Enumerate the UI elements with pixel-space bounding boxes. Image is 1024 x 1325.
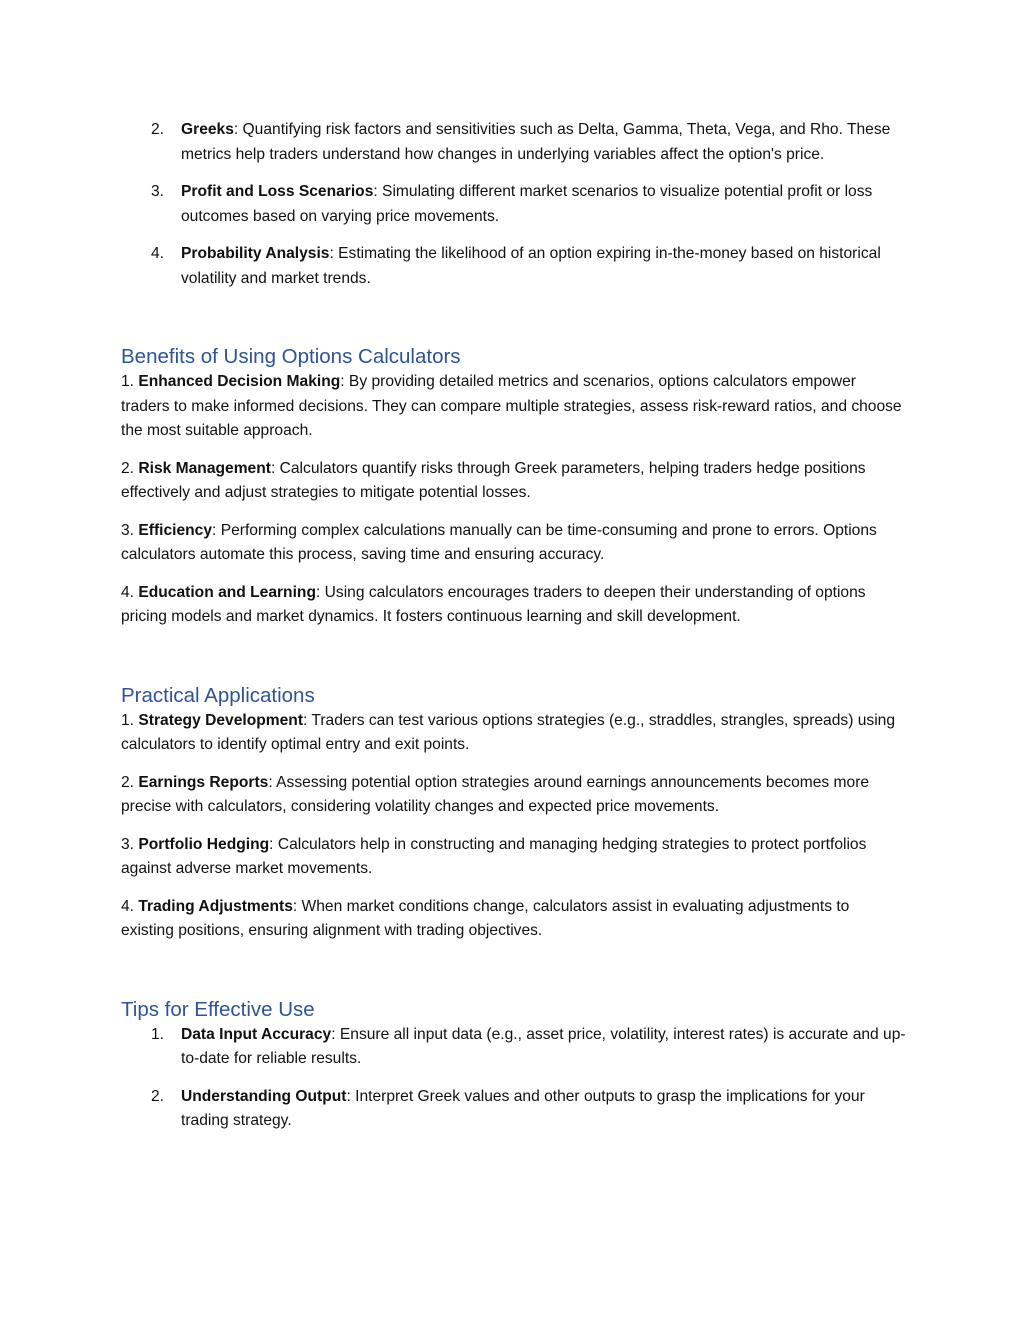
list-number: 2. <box>151 1087 165 1105</box>
list-text: : Ensure all input data (e.g., asset price, volatility, interest rates) is accurate and up-to-date for reliable results. <box>181 1025 906 1067</box>
list-term: Greeks <box>181 121 234 138</box>
list-number: 1. <box>151 1025 165 1043</box>
benefit-paragraph <box>121 581 906 630</box>
list-number: 4. <box>151 245 165 262</box>
paragraph-text: : When market conditions change, calculators assist in evaluating adjustments to existing positions, ensuring alignment with trading objectives. <box>121 897 850 939</box>
list-item <box>121 1085 906 1134</box>
paragraph-text: : Using calculators encourages traders to deepen their understanding of options pricing models and market dynamics. It fosters continuous learning and skill development. <box>121 583 866 625</box>
list-text: : Estimating the likelihood of an option expiring in-the-money based on historical volatility and market trends. <box>181 245 881 287</box>
paragraph-text: : Calculators help in constructing and managing hedging strategies to protect portfolios against adverse market movements. <box>121 835 867 877</box>
tips-heading: Tips for Effective Use <box>121 997 315 1021</box>
benefit-paragraph <box>121 370 906 444</box>
paragraph-term: Enhanced Decision Making <box>138 373 341 390</box>
list-text: : Quantifying risk factors and sensitivities such as Delta, Gamma, Theta, Vega, and Rho. These metrics help traders understand how changes in underlying variables affect the option's price. <box>181 121 891 163</box>
paragraph-number: 3. <box>121 521 135 539</box>
benefit-paragraph <box>121 519 906 568</box>
paragraph-number: 4. <box>121 583 135 601</box>
paragraph-number: 3. <box>121 835 135 853</box>
list-item <box>121 242 906 291</box>
paragraph-term: Earnings Reports <box>138 773 269 791</box>
paragraph-term: Education and Learning <box>138 583 316 601</box>
list-item <box>121 1023 906 1072</box>
list-item <box>121 118 906 167</box>
benefit-paragraph <box>121 457 906 506</box>
document-page <box>121 118 906 1147</box>
paragraph-term: Trading Adjustments <box>138 897 293 915</box>
list-number: 3. <box>151 183 165 200</box>
list-term: Data Input Accuracy <box>181 1025 332 1043</box>
tips-list <box>121 1023 906 1134</box>
intro-list <box>121 118 906 291</box>
list-term: Profit and Loss Scenarios <box>181 183 374 200</box>
application-paragraph <box>121 895 906 944</box>
paragraph-number: 2. <box>121 773 135 791</box>
list-item <box>121 180 906 229</box>
list-term: Probability Analysis <box>181 245 330 262</box>
application-paragraph <box>121 709 906 758</box>
paragraph-term: Portfolio Hedging <box>138 835 270 853</box>
application-paragraph <box>121 833 906 882</box>
paragraph-text: : Calculators quantify risks through Greek parameters, helping traders hedge positions effectively and adjust strategies to mitigate potential losses. <box>121 459 866 501</box>
paragraph-number: 1. <box>121 373 135 390</box>
list-text: : Simulating different market scenarios to visualize potential profit or loss outcomes based on varying price movements. <box>181 183 873 225</box>
paragraph-term: Strategy Development <box>138 711 304 729</box>
paragraph-number: 1. <box>121 711 135 729</box>
list-text: : Interpret Greek values and other outputs to grasp the implications for your trading strategy. <box>181 1087 865 1129</box>
applications-heading: Practical Applications <box>121 683 315 707</box>
list-term: Understanding Output <box>181 1087 347 1105</box>
paragraph-text: : Traders can test various options strategies (e.g., straddles, strangles, spreads) using calculators to identify optimal entry and exit points. <box>121 711 895 753</box>
paragraph-number: 2. <box>121 459 135 477</box>
list-number: 2. <box>151 121 165 138</box>
paragraph-text: : Assessing potential option strategies around earnings announcements becomes more precise with calculators, considering volatility changes and expected price movements. <box>121 773 870 815</box>
application-paragraph <box>121 771 906 820</box>
paragraph-term: Efficiency <box>138 521 213 539</box>
paragraph-text: : Performing complex calculations manually can be time-consuming and prone to errors. Options calculators automate this process, saving time and ensuring accuracy. <box>121 521 877 563</box>
paragraph-term: Risk Management <box>138 459 271 477</box>
paragraph-text: : By providing detailed metrics and scenarios, options calculators empower traders to make informed decisions. They can compare multiple strategies, assess risk-reward ratios, and choose the most suitable approach. <box>121 373 902 439</box>
benefits-heading: Benefits of Using Options Calculators <box>121 345 461 368</box>
paragraph-number: 4. <box>121 897 135 915</box>
